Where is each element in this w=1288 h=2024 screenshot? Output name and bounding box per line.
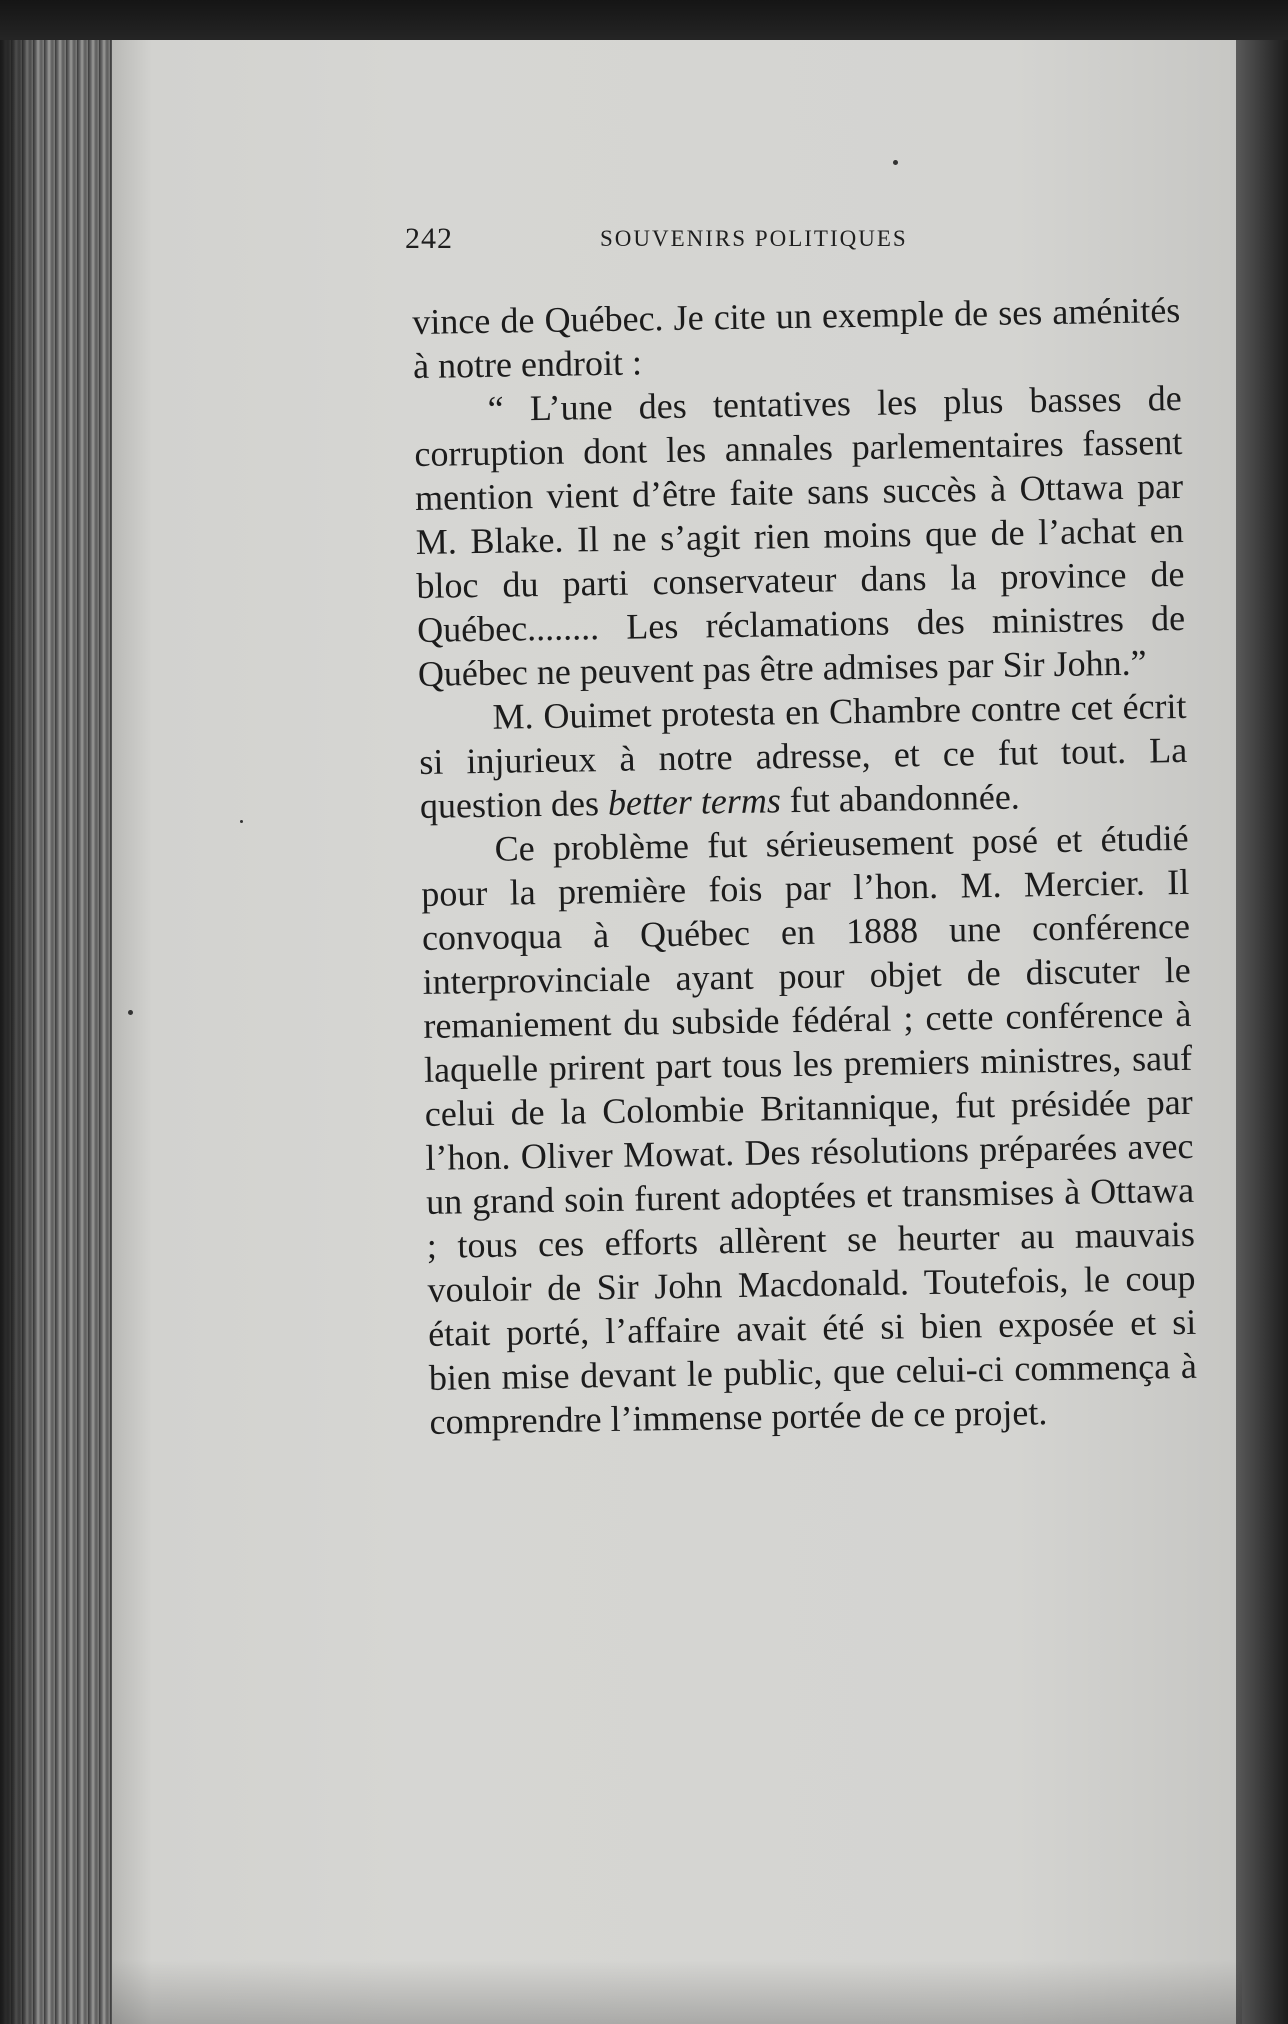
paper-speck — [128, 1010, 133, 1015]
paper-speck — [893, 160, 898, 165]
paragraph-continuation: vince de Québec. Je cite un exemple de ses aménités à notre endroit : — [412, 289, 1181, 386]
running-title: SOUVENIRS POLITIQUES — [600, 226, 908, 251]
book-binding-edge — [1236, 40, 1288, 2024]
body-text — [412, 288, 1198, 1444]
running-head — [405, 222, 975, 262]
paragraph-ouimet-text-start: M. Ouimet protesta en Chambre contre cet écrit si injurieux à notre adresse, et ce fut tout. La question des — [418, 685, 1188, 826]
paragraph-mercier: Ce problème fut sérieusement posé et étudié pour la première fois par l’hon. M. Mercier. Il convoqua à Québec en 1888 une conférence interprovinciale ayant pour objet de discuter le remaniement du subside fédéral ; cette conférence à laquelle prirent part tous les premiers ministres, sauf celui de la Colombie Britannique, fut présidée par l’hon. Oliver Mowat. Des résolutions préparées avec un grand soin furent adoptées et transmises à Ottawa ; tous ces efforts allèrent se heurter au mauvais vouloir de Sir John Macdonald. Toutefois, le coup était porté, l’affaire avait été si bien exposée et si bien mise devant le public, que celui-ci commença à comprendre l’immense portée de ce projet. — [421, 817, 1198, 1442]
paragraph-ouimet — [418, 684, 1188, 828]
scan-top-band — [0, 0, 1288, 44]
paragraph-ouimet-text-end: fut abandonnée. — [780, 776, 1021, 821]
page-edges-shadow — [0, 40, 40, 2024]
italic-phrase-better-terms: better terms — [607, 780, 782, 823]
paper-speck — [240, 820, 243, 823]
page-number: 242 — [405, 222, 453, 255]
paper-bottom-shadow — [112, 1960, 1242, 2024]
paragraph-quotation: “ L’une des tentatives les plus basses de corruption dont les annales parlementaires fassent mention vient d’être faite sans succès à Ottawa par M. Blake. Il ne s’agit rien moins que de l’achat en bloc du parti conservateur dans la province de Québec........ Les réclamations des ministres de Québec ne peuvent pas être admises par Sir John.” — [414, 377, 1186, 694]
